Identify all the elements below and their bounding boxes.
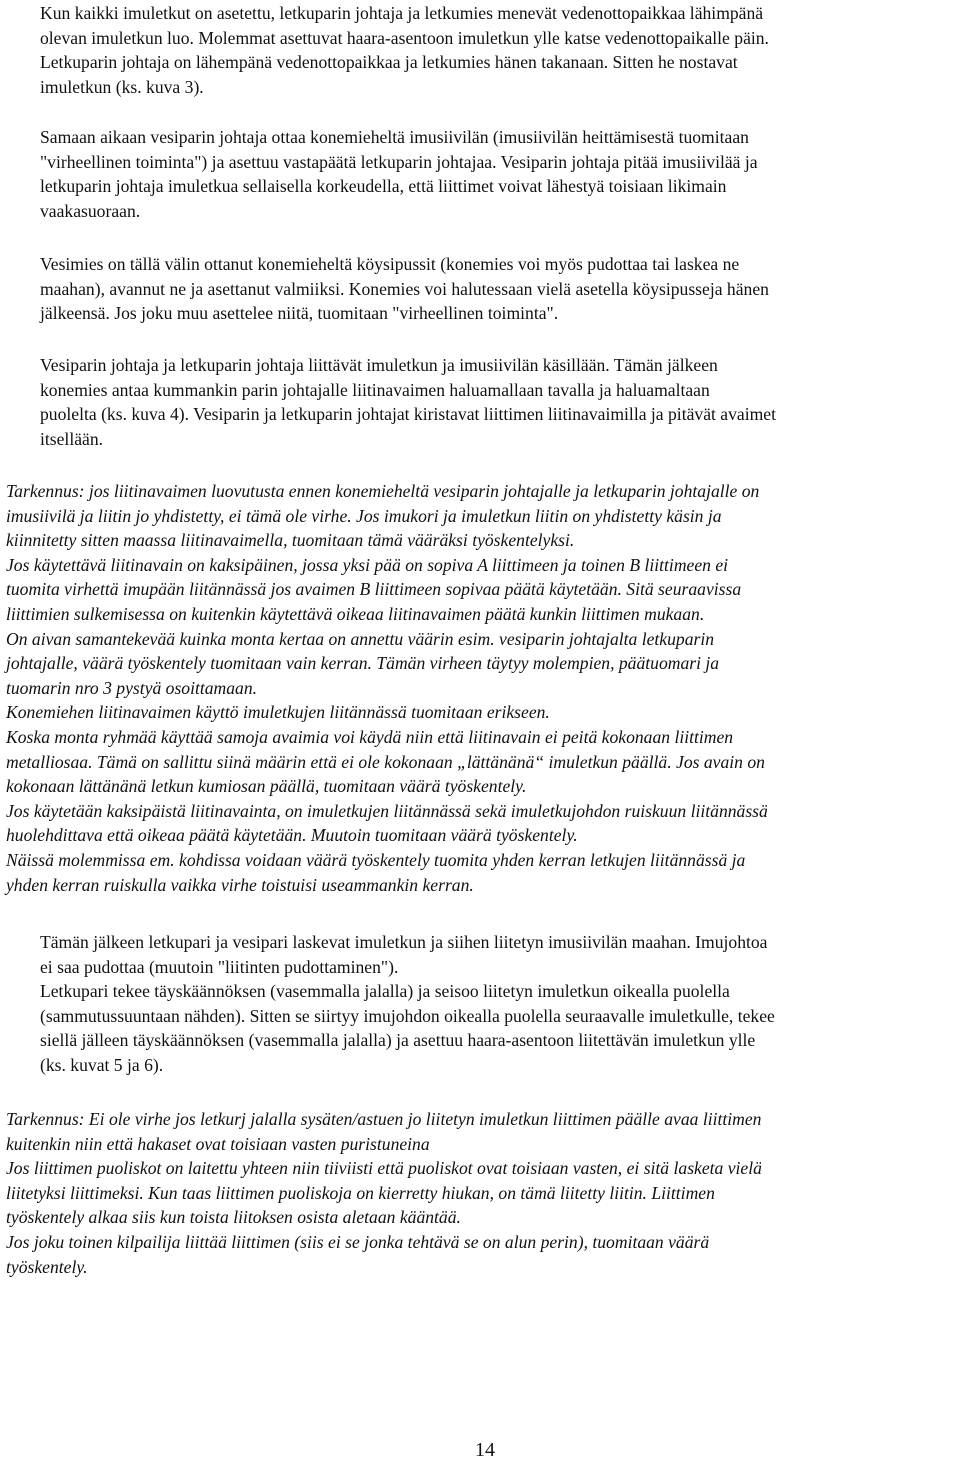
text-line: työskentely alkaa siis kun toista liitoksen osista aletaan kääntää. bbox=[6, 1207, 461, 1228]
text-line: johtajalle, väärä työskentely tuomitaan vain kerran. Tämän virheen täytyy molempien, päätuomari ja bbox=[6, 653, 720, 674]
text-line: Vesimies on tällä välin ottanut konemieheltä köysipussit (konemies voi myös pudottaa tai laskea ne bbox=[40, 254, 740, 274]
text-line: liitetyksi liittimeksi. Kun taas liittimen puoliskoja on kierretty hiukan, on tämä liitetty liitin. Liittimen bbox=[6, 1182, 715, 1203]
text-line: tuomarin nro 3 pystyä osoittamaan. bbox=[6, 677, 258, 698]
text-line: Vesiparin johtaja ja letkuparin johtaja liittävät imuletkun ja imusiivilän käsillään. Tämän jälkeen bbox=[40, 355, 718, 375]
paragraph-5 bbox=[40, 930, 958, 1078]
text-line: (ks. kuvat 5 ja 6). bbox=[40, 1054, 164, 1075]
text-line: Koska monta ryhmää käyttää samoja avaimia voi käydä niin että liitinavain ei peitä kokonaan liittimen bbox=[6, 726, 734, 747]
text-line: Kun kaikki imuletkut on asetettu, letkuparin johtaja ja letkumies menevät vedenottopaikkaa lähimpänä bbox=[40, 3, 764, 23]
text-line: letkuparin johtaja imuletkua sellaisella korkeudella, että liittimet voivat lähestyä toisiaan likimain bbox=[40, 176, 727, 197]
text-line: tuomita virhettä imupään liitännässä jos avaimen B liittimeen sopivaa päätä käytetään. Sitä seuraavissa bbox=[6, 579, 742, 600]
text-line: kokonaan lättänänä letkun kumiosan päällä, tuomitaan väärä työskentely. bbox=[6, 776, 527, 797]
text-line: imuletkun (ks. kuva 3). bbox=[40, 76, 204, 97]
text-line: Letkuparin johtaja on lähempänä vedenottopaikkaa ja letkumies hänen takanaan. Sitten he nostavat bbox=[40, 52, 738, 73]
text-line: Tämän jälkeen letkupari ja vesipari laskevat imuletkun ja siihen liitetyn imusiivilän maahan. Imujohtoa bbox=[40, 932, 768, 952]
clarification-note-2 bbox=[6, 1107, 954, 1279]
text-line: vaakasuoraan. bbox=[40, 200, 141, 221]
text-line: Samaan aikaan vesiparin johtaja ottaa konemieheltä imusiivilän (imusiivilän heittämisestä tuomitaan bbox=[40, 127, 749, 147]
paragraph-1 bbox=[40, 1, 958, 99]
text-line: On aivan samantekevää kuinka monta kertaa on annettu väärin esim. vesiparin johtajalta letkuparin bbox=[6, 628, 715, 649]
text-line: imusiivilä ja liitin jo yhdistetty, ei tämä ole virhe. Jos imukori ja imuletkun liitin on yhdistetty käsin ja bbox=[6, 505, 722, 526]
text-line: Jos käytetään kaksipäistä liitinavainta, on imuletkujen liitännässä sekä imuletkujohdon ruiskuun liitännässä bbox=[6, 800, 768, 821]
text-line: puolelta (ks. kuva 4). Vesiparin ja letkuparin johtajat kiristavat liittimen liitinavaimilla ja pitävät avaimet bbox=[40, 404, 776, 425]
text-line: yhden kerran ruiskulla vaikka virhe toistuisi useammankin kerran. bbox=[6, 874, 474, 895]
text-line: konemies antaa kummankin parin johtajalle liitinavaimen haluamallaan tavalla ja haluamaltaan bbox=[40, 379, 710, 400]
clarification-note-1 bbox=[6, 479, 954, 897]
text-line: jälkeensä. Jos joku muu asettelee niitä, tuomitaan "virheellinen toiminta". bbox=[40, 303, 559, 324]
text-line: Tarkennus: Ei ole virhe jos letkurj jalalla sysäten/astuen jo liitetyn imuletkun liittimen päälle avaa liittimen bbox=[6, 1109, 762, 1129]
text-line: Jos joku toinen kilpailija liittää liittimen (siis ei se jonka tehtävä se on alun perin), tuomitaan väärä bbox=[6, 1231, 710, 1252]
paragraph-4 bbox=[40, 353, 958, 451]
text-line: kuitenkin niin että hakaset ovat toisiaan vasten puristuneina bbox=[6, 1133, 430, 1154]
text-line: olevan imuletkun luo. Molemmat asettuvat haara-asentoon imuletkun ylle katse vedenottopaikalle päin. bbox=[40, 27, 769, 48]
text-line: "virheellinen toiminta") ja asettuu vastapäätä letkuparin johtajaa. Vesiparin johtaja pitää imusiivilää ja bbox=[40, 151, 758, 172]
text-line: liittimien sulkemisessa on kuitenkin käytettävä oikeaa liitinavaimen päätä kunkin liittimen mukaan. bbox=[6, 603, 705, 624]
text-line: Jos liittimen puoliskot on laitettu yhteen niin tiiviisti että puoliskot ovat toisiaan vasten, ei sitä lasketa vielä bbox=[6, 1158, 762, 1179]
paragraph-2 bbox=[40, 125, 958, 223]
text-line: työskentely. bbox=[6, 1256, 88, 1277]
text-line: maahan), avannut ne ja asettanut valmiiksi. Konemies voi halutessaan vielä asetella köysipusseja hänen bbox=[40, 278, 769, 299]
text-line: itsellään. bbox=[40, 428, 104, 449]
text-line: ei saa pudottaa (muutoin "liitinten pudottaminen"). bbox=[40, 956, 399, 977]
text-line: Konemiehen liitinavaimen käyttö imuletkujen liitännässä tuomitaan erikseen. bbox=[6, 702, 550, 723]
text-line: siellä jälleen täyskäännöksen (vasemmalla jalalla) ja asettuu haara-asentoon liitettävän imuletkun ylle bbox=[40, 1030, 756, 1051]
text-line: Näissä molemmissa em. kohdissa voidaan väärä työskentely tuomita yhden kerran letkujen liitännässä ja bbox=[6, 849, 746, 870]
text-line: metalliosaa. Tämä on sallittu siinä määrin että ei ole kokonaan „lättänänä“ imuletkun päällä. Jos avain on bbox=[6, 751, 765, 772]
text-line: (sammutussuuntaan nähden). Sitten se siirtyy imujohdon oikealla puolella seuraavalle imuletkulle, tekee bbox=[40, 1005, 775, 1026]
text-line: Letkupari tekee täyskäännöksen (vasemmalla jalalla) ja seisoo liitetyn imuletkun oikealla puolella bbox=[40, 981, 730, 1002]
text-line: kiinnitetty sitten maassa liitinavaimella, tuomitaan tämä vääräksi työskentelyksi. bbox=[6, 530, 575, 551]
text-line: Tarkennus: jos liitinavaimen luovutusta ennen konemieheltä vesiparin johtajalle ja letkuparin johtajalle on bbox=[6, 481, 760, 501]
text-line: huolehdittava että oikeaa päätä käytetään. Muutoin tuomitaan väärä työskentely. bbox=[6, 825, 578, 846]
paragraph-3 bbox=[40, 252, 958, 326]
text-line: Jos käytettävä liitinavain on kaksipäinen, jossa yksi pää on sopiva A liittimeen ja toinen B liittimeen ei bbox=[6, 554, 729, 575]
page-number: 14 bbox=[475, 1439, 495, 1461]
